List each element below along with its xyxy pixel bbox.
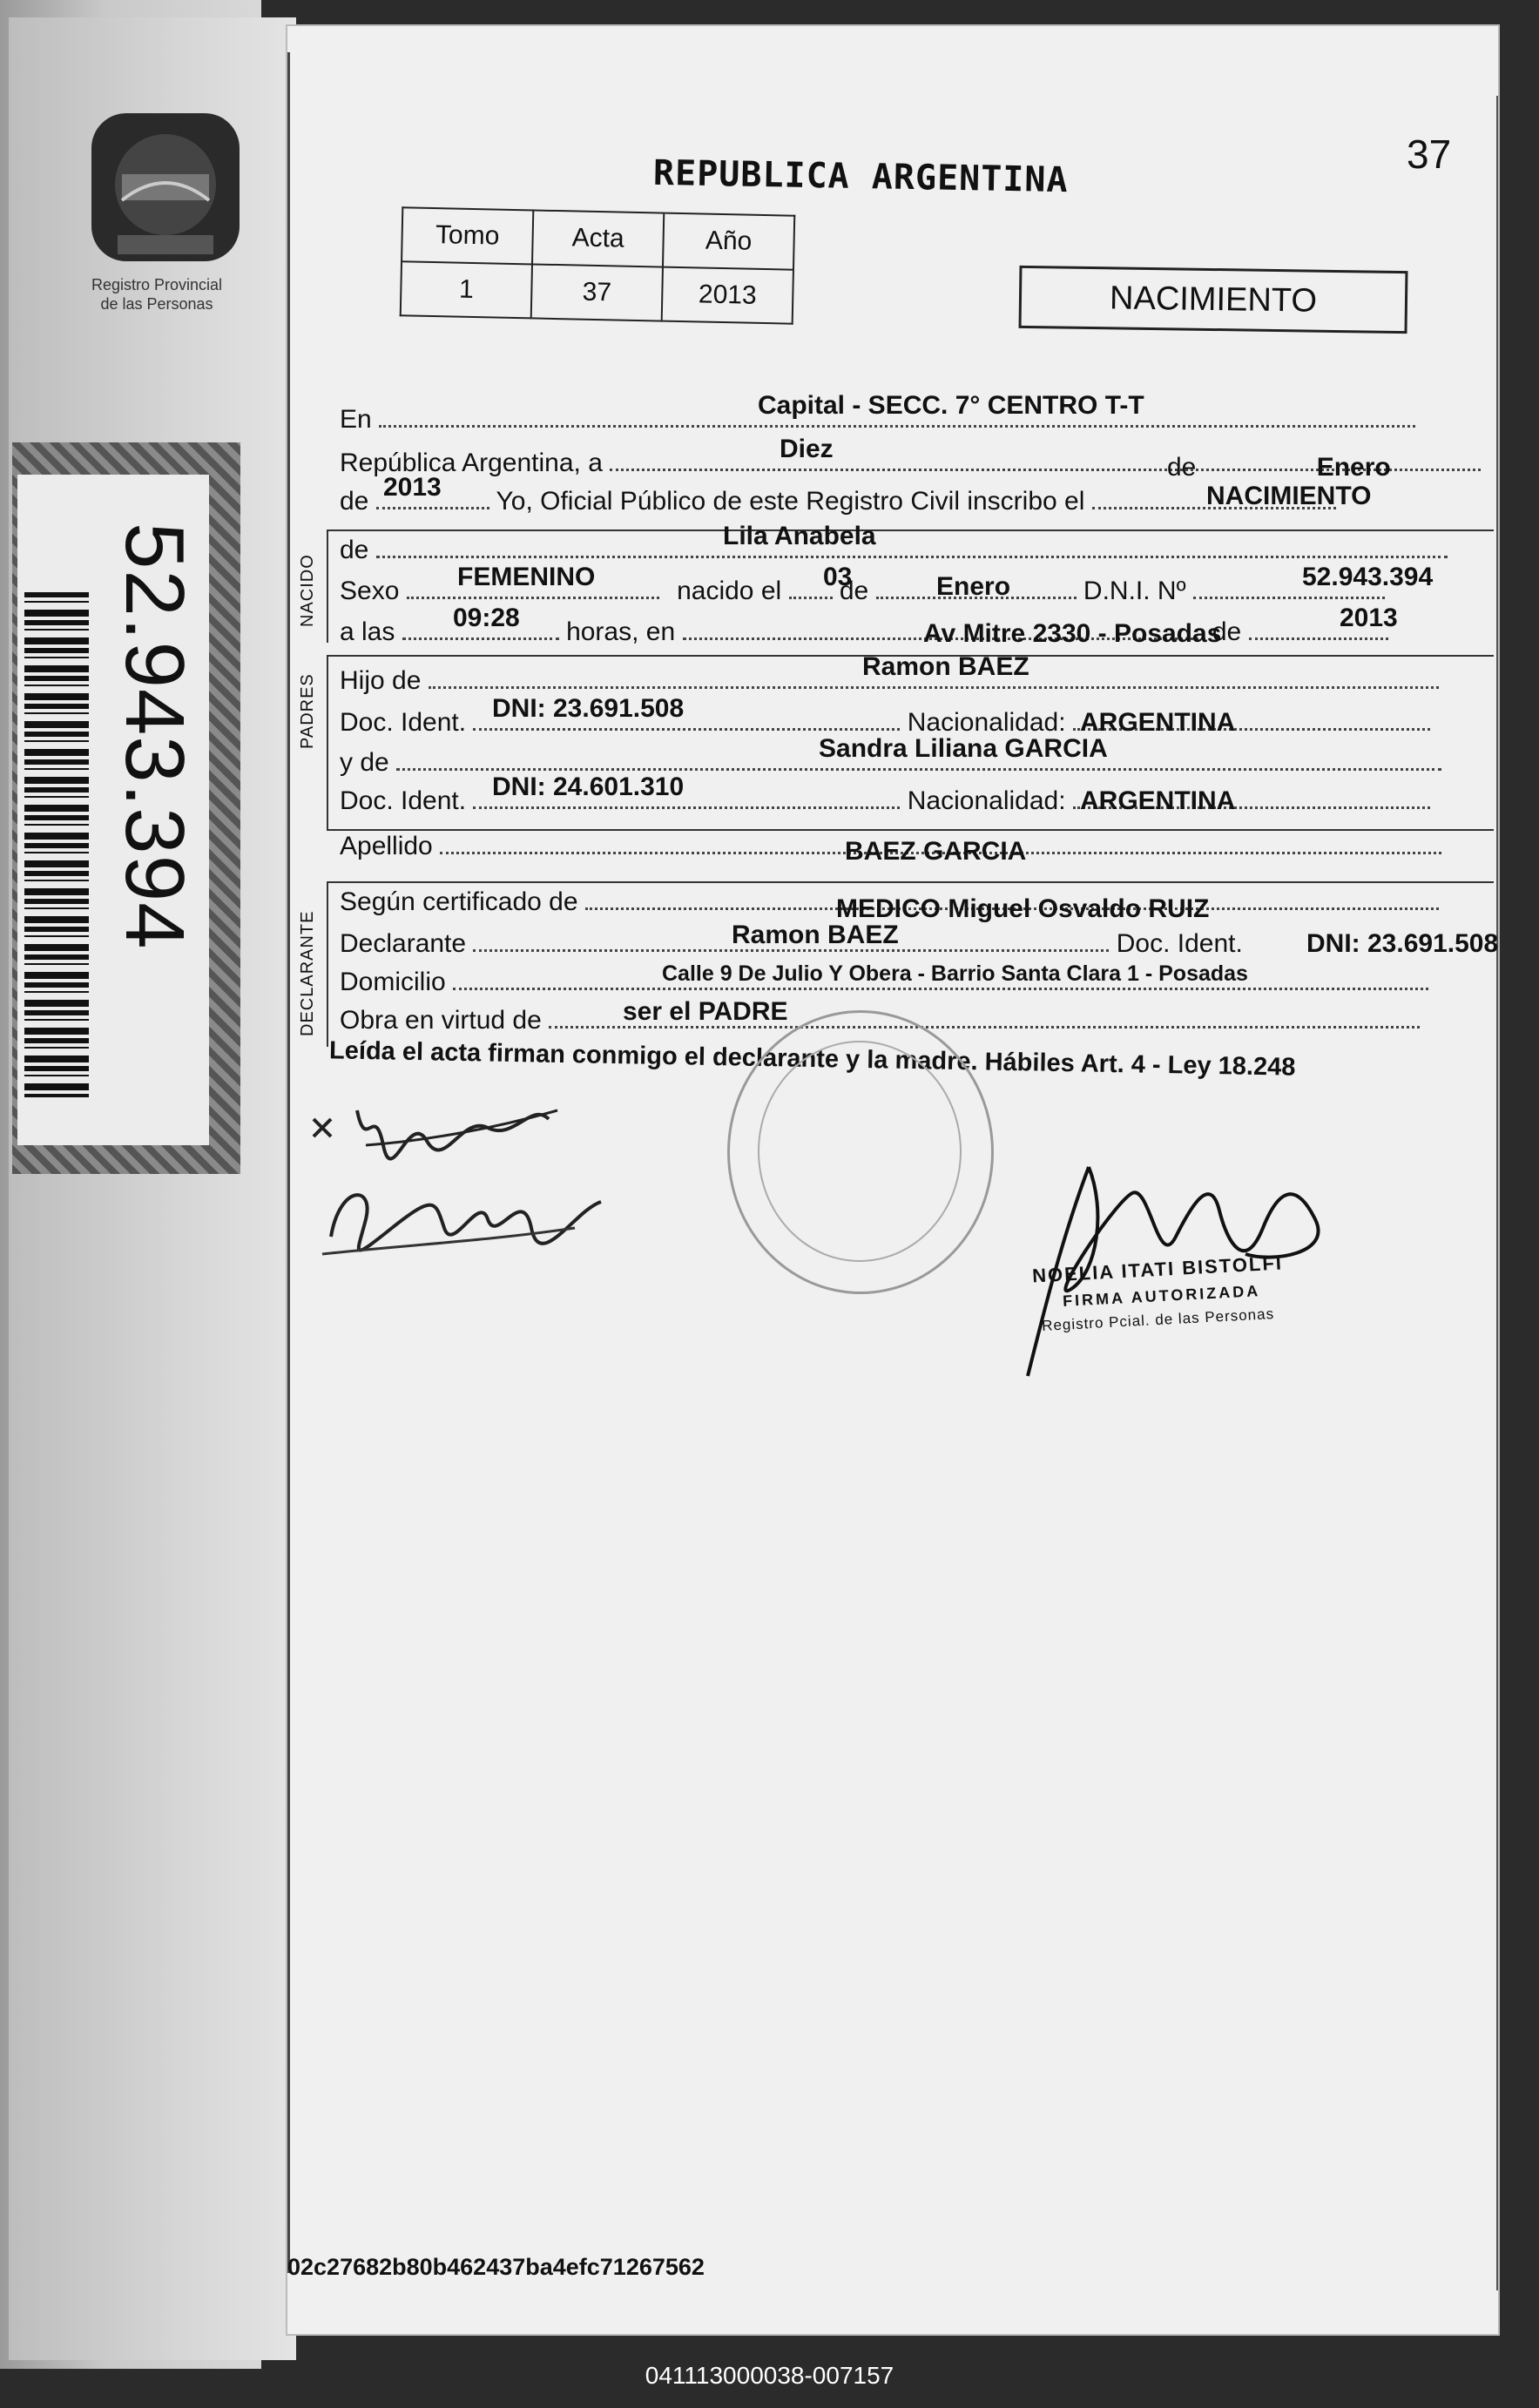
document-title: REPUBLICA ARGENTINA	[652, 152, 1069, 201]
value-apellido: BAEZ GARCIA	[845, 837, 1027, 866]
official-name: NOELIA ITATI BISTOLFI	[1031, 1251, 1284, 1287]
caption-line-2: de las Personas	[100, 295, 213, 313]
value-nac-mes: Enero	[936, 572, 1011, 601]
record-type-box: NACIMIENTO	[1019, 266, 1408, 334]
header-tomo: Tomo	[402, 207, 533, 264]
value-nac-dia: 03	[823, 563, 853, 591]
label-doc-ident-2: Doc. Ident.	[340, 786, 467, 815]
row-en	[340, 391, 1450, 437]
label-nac-de: de	[839, 577, 869, 605]
dots	[376, 529, 1448, 558]
label-nacido-el: nacido el	[677, 577, 782, 605]
declarant-signature	[305, 1093, 566, 1163]
value-declarante: Ramon BAEZ	[732, 921, 899, 949]
label-hijo-de: Hijo de	[340, 666, 422, 695]
row-domicilio	[340, 961, 1450, 1000]
value-domicilio: Calle 9 De Julio Y Obera - Barrio Santa Clara 1 - Posadas	[662, 961, 1248, 986]
value-madre-doc: DNI: 24.601.310	[492, 772, 685, 801]
value-nac-anio: 2013	[1340, 604, 1398, 632]
caption-line-1: Registro Provincial	[91, 276, 223, 293]
label-nacionalidad: Nacionalidad:	[907, 708, 1066, 737]
page-right-rule	[1496, 96, 1498, 2290]
side-bar-nacido	[327, 529, 328, 643]
header-anio: Año	[663, 213, 794, 270]
registry-table	[400, 206, 796, 324]
province-logo	[83, 105, 248, 270]
label-en: En	[340, 405, 372, 434]
value-obra: ser el PADRE	[623, 997, 788, 1026]
label-nacido-de: de	[340, 536, 369, 564]
value-acta: 37	[531, 264, 663, 320]
logo-caption	[52, 275, 261, 314]
label-de-mes: de	[1167, 453, 1197, 482]
label-nac-de2: de	[1212, 617, 1242, 646]
mother-signature	[314, 1167, 610, 1271]
value-acto: NACIMIENTO	[1206, 482, 1372, 510]
side-label-nacido: NACIDO	[298, 554, 317, 627]
label-y-de: y de	[340, 748, 389, 777]
left-margin	[9, 17, 296, 2360]
label-domicilio: Domicilio	[340, 968, 446, 996]
official-stamp-inner	[758, 1041, 962, 1262]
row-apellido	[340, 826, 1450, 864]
registry-value-row	[401, 261, 793, 323]
value-lugar: Av Mitre 2330 - Posadas	[923, 619, 1222, 648]
value-tomo: 1	[401, 261, 532, 318]
side-label-declarante: DECLARANTE	[298, 910, 317, 1036]
value-decl-doc: DNI: 23.691.508	[1306, 929, 1499, 958]
footer-code: 041113000038-007157	[645, 2362, 894, 2389]
label-dni: D.N.I. Nº	[1083, 577, 1186, 605]
label-certificado: Según certificado de	[340, 887, 578, 916]
label-republica: República Argentina, a	[340, 449, 603, 477]
row-madre-doc	[340, 772, 1450, 819]
label-horas-en: horas, en	[566, 617, 676, 646]
value-anio: 2013	[662, 267, 793, 324]
side-bar-declarante	[327, 881, 328, 1047]
label-sexo: Sexo	[340, 577, 400, 605]
side-label-padres: PADRES	[298, 673, 317, 749]
value-nombre: Lila Anabela	[723, 522, 876, 550]
barcode-icon	[24, 592, 89, 1097]
page-number: 37	[1407, 132, 1452, 177]
official-role: FIRMA AUTORIZADA	[1062, 1282, 1261, 1310]
oficial-text: Yo, Oficial Público de este Registro Civil inscribo el	[496, 487, 1085, 516]
header-acta: Acta	[532, 210, 664, 266]
value-anio: 2013	[383, 473, 442, 502]
label-doc-ident: Doc. Ident.	[340, 708, 467, 737]
label-decl-doc: Doc. Ident.	[1116, 929, 1243, 958]
label-declarante: Declarante	[340, 929, 467, 958]
label-apellido: Apellido	[340, 832, 433, 860]
page-left-rule	[287, 52, 290, 2273]
value-sexo: FEMENINO	[457, 563, 596, 591]
registry-header-row	[402, 207, 794, 269]
certificate-page	[287, 26, 1498, 2334]
label-nacionalidad-2: Nacionalidad:	[907, 786, 1066, 815]
value-certificado: MEDICO Miguel Osvaldo RUIZ	[836, 894, 1210, 923]
value-padre-doc: DNI: 23.691.508	[492, 694, 685, 723]
value-mes: Enero	[1316, 453, 1391, 482]
row-certificado	[340, 881, 1450, 923]
document-hash: 02c27682b80b462437ba4efc71267562	[287, 2254, 705, 2280]
value-dni: 52.943.394	[1302, 563, 1434, 591]
closing-statement: Leída el acta firman conmigo el declarante y la madre. Hábiles Art. 4 - Ley 18.248	[328, 1036, 1296, 1082]
label-obra: Obra en virtud de	[340, 1006, 542, 1035]
value-en: Capital - SECC. 7° CENTRO T-T	[758, 391, 1144, 420]
label-a-las: a las	[340, 617, 395, 646]
value-madre-nac: ARGENTINA	[1080, 786, 1236, 815]
value-dia: Diez	[780, 435, 834, 463]
side-bar-padres	[327, 655, 328, 829]
official-org: Registro Pcial. de las Personas	[1041, 1305, 1275, 1334]
row-oficial	[340, 473, 1450, 519]
value-padre-nac: ARGENTINA	[1080, 708, 1236, 737]
barcode-number: 52.943.394	[108, 523, 201, 950]
value-padre: Ramon BAEZ	[862, 652, 1029, 681]
value-hora: 09:28	[453, 604, 520, 632]
row-mes	[1167, 453, 1391, 482]
label-de: de	[340, 487, 369, 516]
value-madre: Sandra Liliana GARCIA	[819, 734, 1108, 763]
